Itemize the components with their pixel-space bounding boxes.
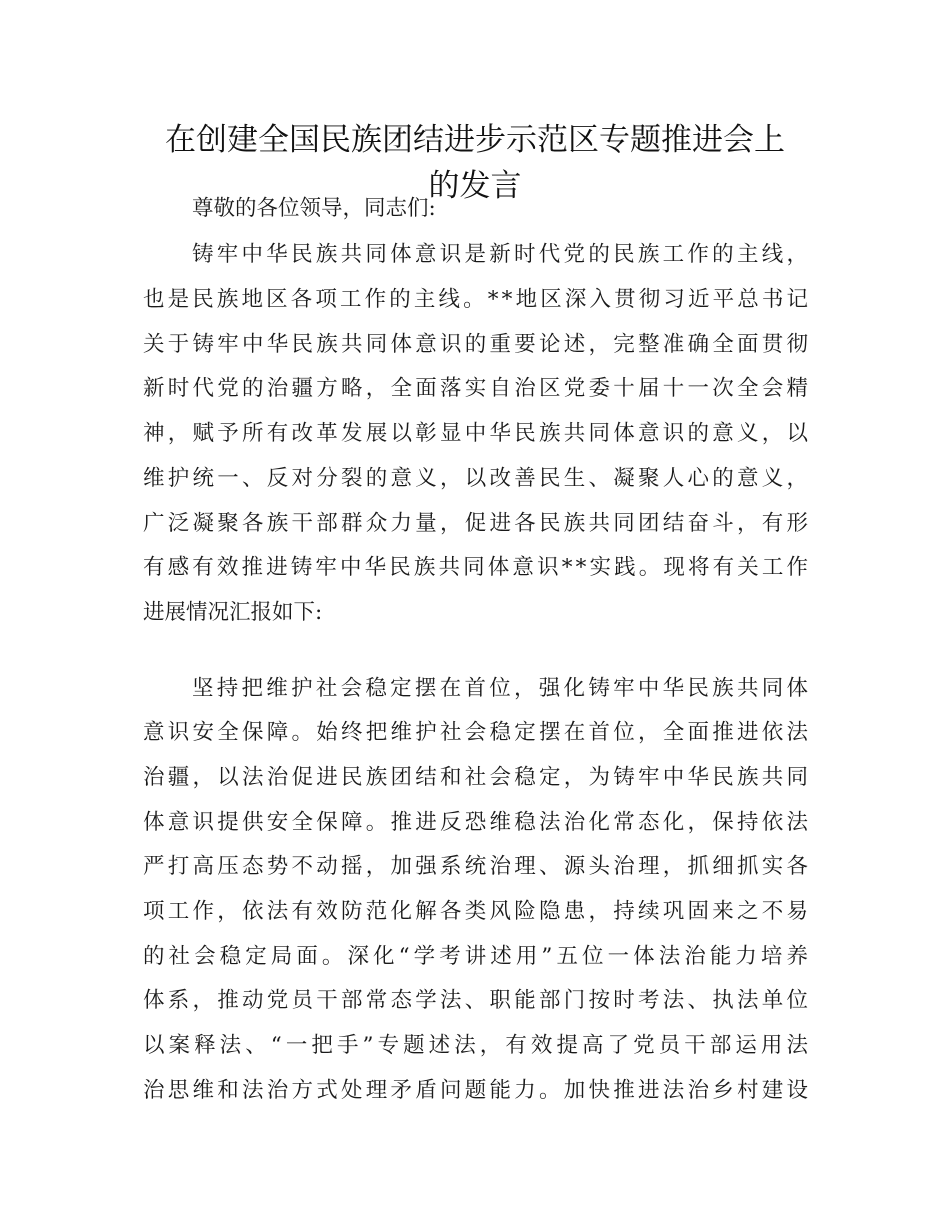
paragraph-line: 项工作，依法有效防范化解各类风险隐患，持续巩固来之不易 — [143, 899, 812, 924]
paragraph-line: 治思维和法治方式处理矛盾问题能力。加快推进法治乡村建设 — [143, 1078, 812, 1103]
paragraph-line: 坚持把维护社会稳定摆在首位，强化铸牢中华民族共同体 — [192, 676, 812, 701]
paragraph-line: 铸牢中华民族共同体意识是新时代党的民族工作的主线， — [192, 242, 812, 267]
paragraph-line: 体系，推动党员干部常态学法、职能部门按时考法、执法单位 — [143, 988, 812, 1013]
paragraph-line: 神，赋予所有改革发展以彰显中华民族共同体意识的意义，以 — [143, 421, 812, 446]
paragraph-line: 也是民族地区各项工作的主线。**地区深入贯彻习近平总书记 — [143, 287, 812, 312]
paragraph-line: 严打高压态势不动摇，加强系统治理、源头治理，抓细抓实各 — [143, 854, 812, 879]
paragraph-line: 有感有效推进铸牢中华民族共同体意识**实践。现将有关工作 — [143, 555, 812, 580]
paragraph-line: 的社会稳定局面。深化“学考讲述用”五位一体法治能力培养 — [143, 944, 813, 969]
paragraph-line: 意识安全保障。始终把维护社会稳定摆在首位，全面推进依法 — [143, 720, 812, 745]
paragraph-line: 维护统一、反对分裂的意义，以改善民生、凝聚人心的意义， — [143, 466, 812, 491]
paragraph-line: 关于铸牢中华民族共同体意识的重要论述，完整准确全面贯彻 — [143, 332, 812, 357]
paragraph-line: 体意识提供安全保障。推进反恐维稳法治化常态化，保持依法 — [143, 810, 812, 835]
paragraph-line: 广泛凝聚各族干部群众力量，促进各民族共同团结奋斗，有形 — [143, 511, 812, 536]
paragraph-line: 以案释法、“一把手”专题述法，有效提高了党员干部运用法 — [143, 1033, 813, 1058]
paragraph-line: 进展情况汇报如下: — [143, 600, 323, 625]
document-title-line-2: 的发言 — [428, 168, 522, 204]
paragraph-line: 治疆，以法治促进民族团结和社会稳定，为铸牢中华民族共同 — [143, 765, 812, 790]
paragraph-line: 新时代党的治疆方略，全面落实自治区党委十届十一次全会精 — [143, 376, 812, 401]
document-title-line-1: 在创建全国民族团结进步示范区专题推进会上 — [165, 122, 785, 158]
salutation: 尊敬的各位领导，同志们: — [192, 196, 436, 221]
